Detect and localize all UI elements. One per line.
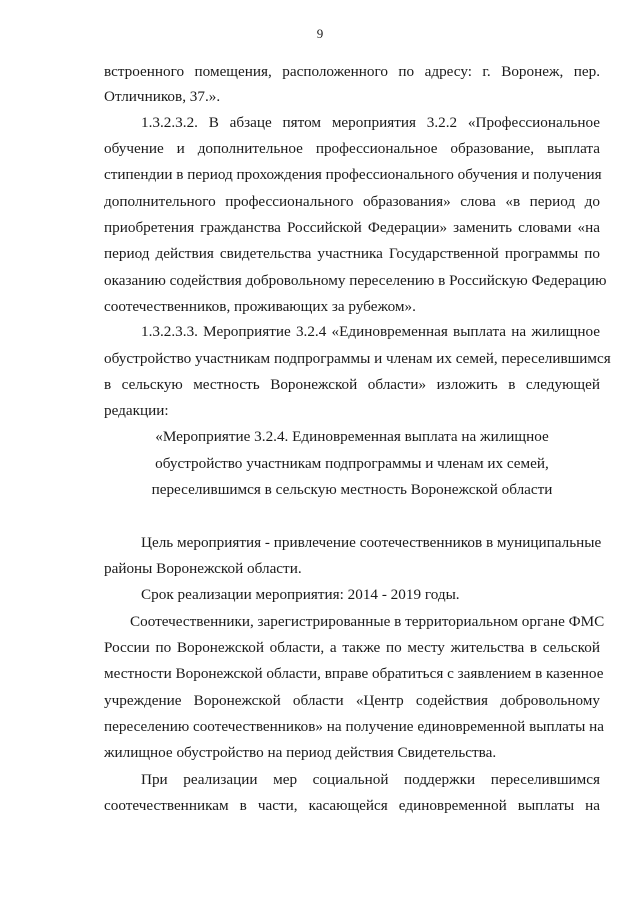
text-line: период действия свидетельства участника Государственной программы по bbox=[104, 245, 600, 262]
text-line: Отличников, 37.». bbox=[104, 88, 221, 105]
text-line: учреждение Воронежской области «Центр содействия добровольному bbox=[104, 692, 600, 709]
text-line: обучение и дополнительное профессиональное образование, выплата bbox=[104, 140, 600, 157]
text-line: стипендии в период прохождения профессионального обучения и получения bbox=[104, 166, 602, 183]
text-line: встроенного помещения, расположенного по адресу: г. Воронеж, пер. bbox=[104, 63, 600, 80]
text-line: Срок реализации мероприятия: 2014 - 2019 годы. bbox=[141, 586, 460, 603]
text-line: приобретения гражданства Российской Федерации» заменить словами «на bbox=[104, 219, 600, 236]
text-line: оказанию содействия добровольному переселению в Российскую Федерацию bbox=[104, 272, 607, 289]
text-line: соотечественников, проживающих за рубежом». bbox=[104, 298, 416, 315]
page-number: 9 bbox=[316, 26, 324, 41]
text-line: 1.3.2.3.2. В абзаце пятом мероприятия 3.2.2 «Профессиональное bbox=[141, 114, 600, 131]
quoted-heading-line: обустройство участникам подпрограммы и членам их семей, bbox=[155, 455, 549, 472]
text-line: в сельскую местность Воронежской области» изложить в следующей bbox=[104, 376, 600, 393]
quoted-heading-line: «Мероприятие 3.2.4. Единовременная выплата на жилищное bbox=[155, 428, 549, 445]
text-line: обустройство участникам подпрограммы и членам их семей, переселившимся bbox=[104, 350, 611, 367]
text-line: районы Воронежской области. bbox=[104, 560, 302, 577]
text-line: местности Воронежской области, вправе обратиться с заявлением в казенное bbox=[104, 665, 604, 682]
text-line: При реализации мер социальной поддержки переселившимся bbox=[141, 771, 600, 788]
text-line: жилищное обустройство на период действия Свидетельства. bbox=[104, 744, 497, 761]
text-line: Соотечественники, зарегистрированные в территориальном органе ФМС bbox=[130, 613, 605, 630]
text-line: Цель мероприятия - привлечение соотечественников в муниципальные bbox=[141, 534, 602, 551]
text-line: переселению соотечественников» на получение единовременной выплаты на bbox=[104, 718, 605, 735]
text-line: соотечественникам в части, касающейся единовременной выплаты на bbox=[104, 797, 600, 814]
text-line: дополнительного профессионального образования» слова «в период до bbox=[104, 193, 600, 210]
text-line: редакции: bbox=[104, 402, 169, 419]
quoted-heading-line: переселившимся в сельскую местность Воронежской области bbox=[151, 481, 553, 498]
text-line: России по Воронежской области, а также по месту жительства в сельской bbox=[104, 639, 600, 656]
text-line: 1.3.2.3.3. Мероприятие 3.2.4 «Единовременная выплата на жилищное bbox=[141, 323, 600, 340]
